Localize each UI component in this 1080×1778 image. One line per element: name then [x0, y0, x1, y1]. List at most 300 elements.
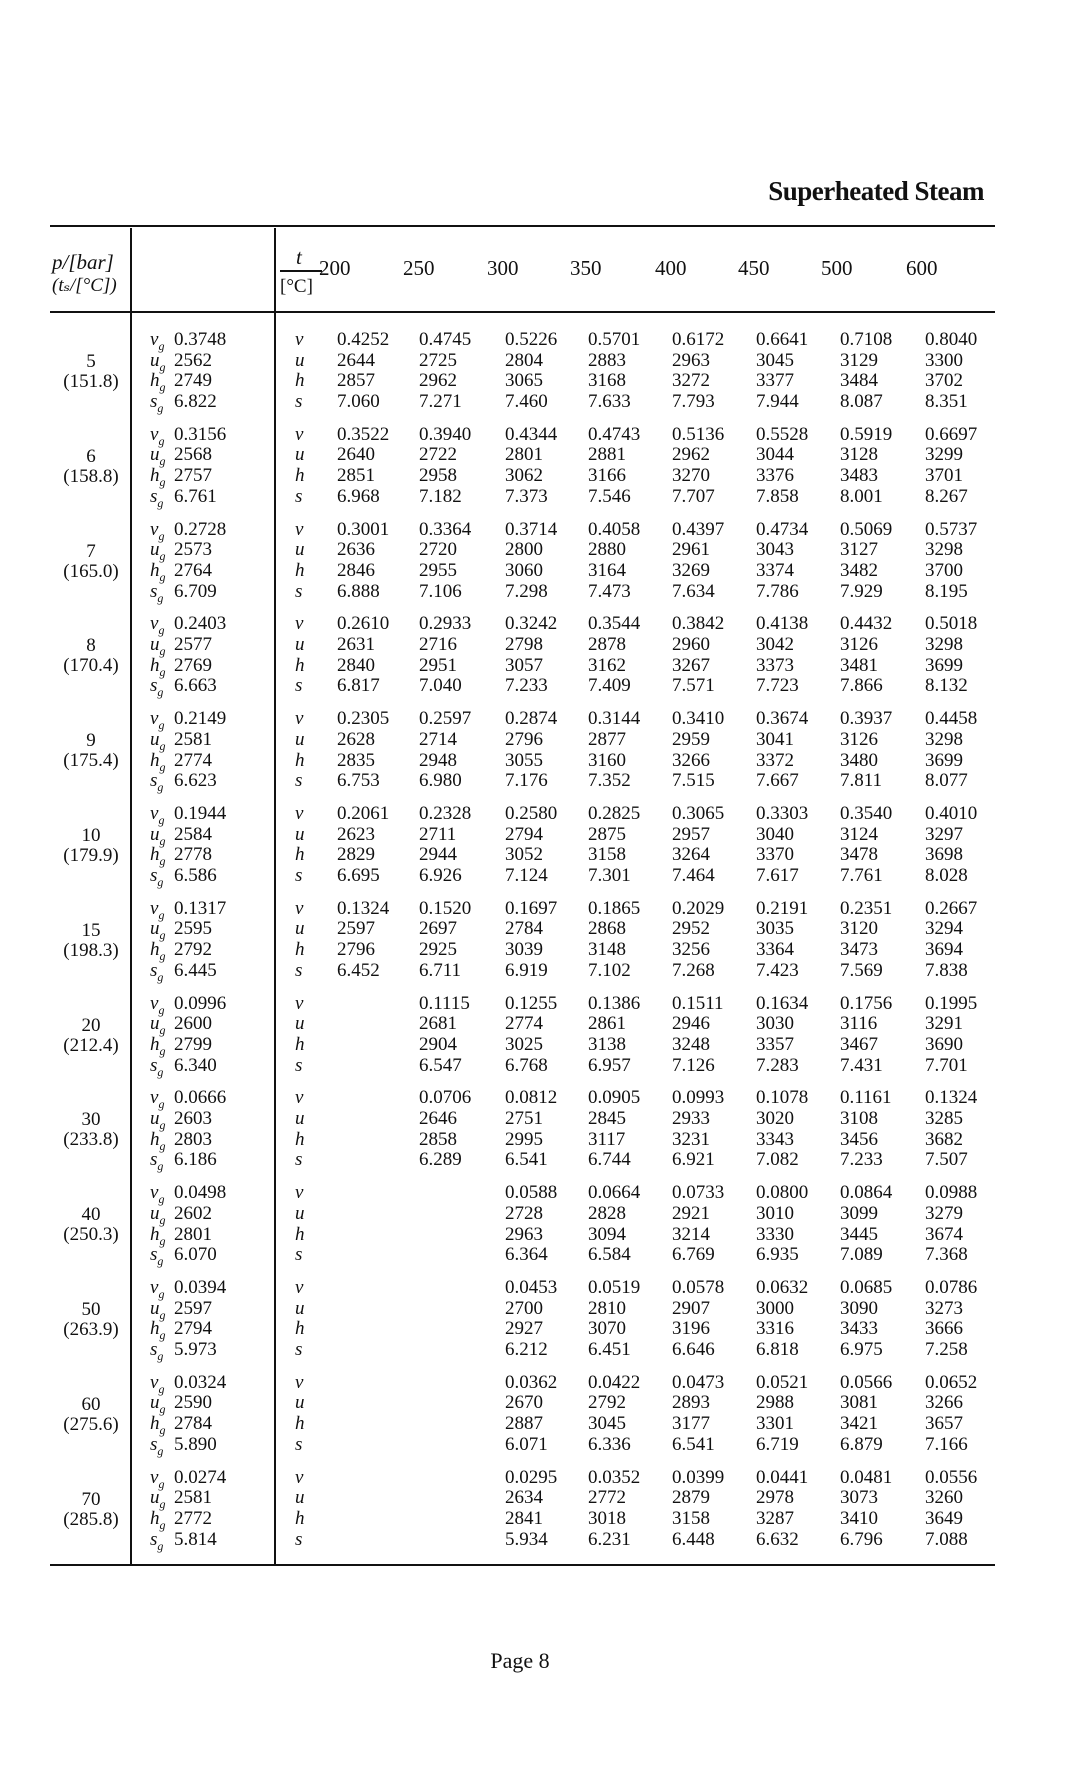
table-cell: 0.4734 [756, 518, 809, 540]
saturation-row [150, 1035, 226, 1056]
saturation-value: 6.709 [174, 580, 217, 602]
saturation-row [150, 961, 226, 982]
property-column [505, 425, 557, 508]
saturation-symbol: $v_g$ [150, 1277, 165, 1301]
temperature-symbol-header: t [296, 245, 302, 269]
temperature-header: 400 [655, 256, 687, 280]
table-cell: 6.632 [756, 1528, 799, 1550]
table-cell: 0.2667 [925, 897, 978, 919]
table-cell: 7.858 [756, 485, 799, 507]
table-cell: 0.1756 [840, 992, 893, 1014]
table-cell: 0.2580 [505, 803, 558, 824]
property-column [505, 1088, 557, 1171]
table-cell: 3690 [925, 1033, 963, 1055]
saturation-row [150, 635, 226, 656]
saturation-row [150, 1056, 226, 1077]
table-cell: 3094 [588, 1223, 626, 1245]
property-symbol: u [295, 1013, 305, 1035]
property-column [756, 899, 808, 982]
property-symbols [295, 1088, 305, 1171]
table-cell: 2716 [419, 634, 457, 656]
saturation-symbol: $u_g$ [150, 444, 166, 469]
property-column [840, 425, 892, 508]
property-symbol: h [295, 1223, 305, 1245]
table-cell: 0.2825 [588, 803, 641, 824]
saturation-row [150, 425, 226, 446]
table-cell: 0.0441 [756, 1466, 809, 1488]
table-cell: 7.617 [756, 865, 799, 887]
pressure-header: p/[bar] [52, 250, 114, 274]
saturation-row [150, 1509, 226, 1530]
saturation-symbol: $h_g$ [150, 1223, 166, 1248]
table-cell: 0.1865 [588, 897, 641, 919]
table-cell: 3160 [588, 749, 626, 771]
saturation-row [150, 675, 226, 700]
table-cell: 2722 [419, 444, 457, 466]
table-cell: 2951 [419, 654, 457, 676]
saturation-row [150, 1392, 226, 1417]
saturation-value: 6.623 [174, 770, 217, 792]
saturation-row [150, 1299, 226, 1320]
property-column [756, 1183, 808, 1266]
property-symbol: u [295, 1487, 305, 1509]
table-cell: 3128 [840, 444, 878, 466]
saturation-symbol: $s_g$ [150, 865, 164, 889]
property-column [756, 994, 808, 1077]
table-cell: 2597 [337, 918, 375, 940]
table-cell: 0.6697 [925, 423, 978, 445]
saturation-temperature: (263.9) [63, 1319, 119, 1340]
table-cell: 3343 [756, 1128, 794, 1150]
property-symbols [295, 1468, 305, 1551]
table-cell: 0.4138 [756, 613, 809, 635]
table-cell: 3316 [756, 1318, 794, 1340]
table-cell: 0.1255 [505, 992, 558, 1014]
property-column [337, 709, 389, 792]
table-cell: 3364 [756, 939, 794, 961]
saturation-value: 0.1944 [174, 803, 227, 824]
table-cell: 0.4743 [588, 423, 641, 445]
saturation-symbol: $u_g$ [150, 1013, 166, 1038]
table-cell: 2646 [419, 1108, 457, 1130]
table-cell: 3266 [925, 1392, 963, 1414]
table-cell: 3042 [756, 634, 794, 656]
saturation-temperature: (250.3) [63, 1224, 119, 1246]
table-cell: 3682 [925, 1128, 963, 1150]
property-symbol: h [295, 844, 305, 866]
table-cell: 0.0733 [672, 1182, 725, 1204]
table-cell: 3126 [840, 634, 878, 656]
saturation-value: 6.663 [174, 675, 217, 697]
pressure-value: 10 [81, 825, 101, 846]
table-cell: 3231 [672, 1128, 710, 1150]
saturation-properties [150, 1278, 226, 1361]
pressure-label [50, 447, 132, 487]
table-cell: 2846 [337, 559, 375, 581]
table-cell: 6.541 [672, 1433, 715, 1455]
table-cell: 6.768 [505, 1054, 548, 1076]
property-symbol: h [295, 1128, 305, 1150]
table-cell: 0.0905 [588, 1087, 641, 1109]
table-cell: 2958 [419, 465, 457, 487]
saturation-symbol: $v_g$ [150, 803, 165, 827]
table-cell: 2670 [505, 1392, 543, 1414]
saturation-properties [150, 330, 226, 413]
table-cell: 7.283 [756, 1054, 799, 1076]
saturation-symbol: $s_g$ [150, 485, 164, 510]
property-column [756, 804, 808, 887]
property-column [925, 1088, 977, 1171]
saturation-row [150, 770, 226, 795]
table-cell: 3298 [925, 728, 963, 750]
table-cell: 7.258 [925, 1339, 968, 1361]
saturation-symbol: $h_g$ [150, 559, 166, 584]
property-column [756, 614, 808, 697]
saturation-value: 2769 [174, 654, 212, 676]
table-cell: 2835 [337, 749, 375, 771]
saturation-row [150, 1204, 226, 1225]
saturation-value: 2573 [174, 539, 212, 561]
property-symbol: s [295, 1054, 303, 1076]
table-cell: 6.957 [588, 1054, 631, 1076]
table-cell: 3166 [588, 465, 626, 487]
saturation-value: 2757 [174, 465, 212, 487]
table-cell: 6.818 [756, 1339, 799, 1361]
table-cell: 3041 [756, 728, 794, 750]
table-cell: 8.087 [840, 391, 883, 413]
table-cell: 2798 [505, 634, 543, 656]
pressure-label [50, 1300, 132, 1340]
pressure-value: 50 [81, 1299, 101, 1320]
property-symbol: u [295, 539, 305, 561]
table-cell: 2841 [505, 1507, 543, 1529]
saturation-row [150, 1225, 226, 1246]
saturation-column-divider [274, 228, 276, 1564]
saturation-row [150, 392, 226, 413]
property-symbol: v [295, 423, 304, 445]
table-cell: 3698 [925, 844, 963, 866]
property-column [756, 1373, 808, 1456]
saturation-properties [150, 520, 226, 603]
property-column [840, 1468, 892, 1551]
table-cell: 0.3674 [756, 708, 809, 730]
saturation-value: 0.0666 [174, 1087, 227, 1109]
table-cell: 3287 [756, 1507, 794, 1529]
property-column [337, 804, 389, 887]
table-cell: 2946 [672, 1013, 710, 1035]
property-symbol: u [295, 349, 305, 371]
property-column [672, 425, 724, 508]
table-cell: 3260 [925, 1487, 963, 1509]
table-cell: 3294 [925, 918, 963, 940]
table-bottom-rule [50, 1564, 995, 1566]
table-cell: 6.541 [505, 1149, 548, 1171]
saturation-value: 2581 [174, 1487, 212, 1509]
property-symbol: v [295, 1371, 304, 1393]
temperature-unit-divider [280, 270, 322, 272]
saturation-row [150, 370, 226, 395]
saturation-row [150, 561, 226, 582]
saturation-properties [150, 899, 226, 982]
table-cell: 0.0632 [756, 1277, 809, 1298]
saturation-symbol: $h_g$ [150, 1413, 166, 1437]
saturation-symbol: $h_g$ [150, 749, 166, 774]
saturation-value: 2803 [174, 1128, 212, 1150]
table-cell: 2868 [588, 918, 626, 940]
property-column [419, 709, 471, 792]
property-column [419, 425, 471, 508]
table-cell: 0.2061 [337, 803, 390, 824]
table-cell: 0.3940 [419, 423, 472, 445]
table-cell: 2796 [337, 939, 375, 961]
temperature-header: 250 [403, 256, 435, 280]
property-symbols [295, 1373, 305, 1456]
property-column [588, 899, 640, 982]
saturation-symbol: $s_g$ [150, 675, 164, 700]
table-cell: 3267 [672, 654, 710, 676]
table-cell: 3700 [925, 559, 963, 581]
table-cell: 0.3001 [337, 518, 390, 540]
property-symbol: s [295, 580, 303, 602]
property-column [925, 330, 977, 413]
table-cell: 0.0362 [505, 1371, 558, 1393]
saturation-row [150, 730, 226, 751]
table-cell: 6.879 [840, 1433, 883, 1455]
property-symbol: h [295, 370, 305, 392]
table-cell: 7.268 [672, 959, 715, 981]
table-cell: 2907 [672, 1297, 710, 1319]
table-cell: 3065 [505, 370, 543, 392]
table-cell: 2784 [505, 918, 543, 940]
property-column [588, 520, 640, 603]
table-cell: 3473 [840, 939, 878, 961]
table-cell: 2893 [672, 1392, 710, 1414]
saturation-symbol: $v_g$ [150, 329, 165, 353]
table-cell: 0.0988 [925, 1182, 978, 1204]
pressure-label [50, 826, 132, 866]
table-cell: 3099 [840, 1202, 878, 1224]
property-column [419, 1088, 471, 1171]
table-cell: 3279 [925, 1202, 963, 1224]
table-cell: 0.2597 [419, 708, 472, 730]
table-cell: 6.980 [419, 770, 462, 792]
table-cell: 3694 [925, 939, 963, 961]
table-cell: 0.1161 [840, 1087, 892, 1109]
property-column [756, 1088, 808, 1171]
property-symbols [295, 994, 305, 1077]
saturation-row [150, 866, 226, 887]
table-cell: 0.4397 [672, 518, 725, 540]
saturation-row [150, 1487, 226, 1512]
table-cell: 2681 [419, 1013, 457, 1035]
pressure-label [50, 636, 132, 676]
table-cell: 3701 [925, 465, 963, 487]
table-cell: 0.0481 [840, 1466, 893, 1488]
table-cell: 0.0422 [588, 1371, 641, 1393]
table-cell: 7.515 [672, 770, 715, 792]
saturation-symbol: $u_g$ [150, 1108, 166, 1132]
table-cell: 6.547 [419, 1054, 462, 1076]
table-cell: 2751 [505, 1108, 543, 1130]
table-cell: 0.4344 [505, 423, 558, 445]
table-cell: 0.0652 [925, 1371, 978, 1393]
table-cell: 0.0664 [588, 1182, 641, 1204]
property-column [672, 899, 724, 982]
table-cell: 7.793 [672, 391, 715, 413]
saturation-value: 0.3748 [174, 329, 227, 350]
table-cell: 0.1995 [925, 992, 978, 1014]
table-cell: 2640 [337, 444, 375, 466]
saturation-symbol: $v_g$ [150, 423, 165, 448]
table-cell: 8.001 [840, 485, 883, 507]
property-column [840, 804, 892, 887]
table-cell: 6.695 [337, 865, 380, 887]
table-cell: 0.2029 [672, 897, 725, 919]
property-column [337, 520, 389, 603]
table-cell: 3158 [672, 1507, 710, 1529]
table-cell: 2921 [672, 1202, 710, 1224]
table-cell: 0.5701 [588, 329, 641, 350]
table-cell: 2944 [419, 844, 457, 866]
property-column [756, 520, 808, 603]
table-cell: 2955 [419, 559, 457, 581]
table-cell: 7.944 [756, 391, 799, 413]
table-cell: 8.195 [925, 580, 968, 602]
table-cell: 3270 [672, 465, 710, 487]
table-cell: 3116 [840, 1013, 878, 1035]
table-cell: 3273 [925, 1297, 963, 1319]
saturation-symbol: $h_g$ [150, 370, 166, 395]
table-cell: 7.233 [505, 675, 548, 697]
table-cell: 2720 [419, 539, 457, 561]
table-cell: 6.451 [588, 1339, 631, 1361]
property-symbols [295, 899, 305, 982]
table-cell: 0.2191 [756, 897, 809, 919]
table-cell: 3070 [588, 1318, 626, 1340]
property-column [840, 709, 892, 792]
table-cell: 0.0786 [925, 1277, 978, 1298]
table-cell: 2861 [588, 1013, 626, 1035]
table-cell: 6.888 [337, 580, 380, 602]
pressure-label [50, 1016, 132, 1056]
table-cell: 7.040 [419, 675, 462, 697]
table-cell: 3480 [840, 749, 878, 771]
saturation-row [150, 1468, 226, 1489]
saturation-properties [150, 804, 226, 887]
table-cell: 0.0993 [672, 1087, 725, 1109]
table-cell: 6.448 [672, 1528, 715, 1550]
property-column [419, 520, 471, 603]
saturation-row [150, 1340, 226, 1361]
table-cell: 2952 [672, 918, 710, 940]
property-column [925, 1278, 977, 1361]
table-cell: 6.926 [419, 865, 462, 887]
property-column [840, 1088, 892, 1171]
table-cell: 3256 [672, 939, 710, 961]
table-cell: 3117 [588, 1128, 626, 1150]
table-cell: 2988 [756, 1392, 794, 1414]
property-symbol: u [295, 1392, 305, 1414]
saturation-symbol: $s_g$ [150, 1528, 164, 1553]
table-cell: 0.5069 [840, 518, 893, 540]
table-cell: 2881 [588, 444, 626, 466]
table-cell: 0.1634 [756, 992, 809, 1014]
property-symbol: h [295, 654, 305, 676]
table-cell: 3264 [672, 844, 710, 866]
property-column [419, 899, 471, 982]
table-cell: 2772 [588, 1487, 626, 1509]
pressure-value: 5 [86, 351, 96, 372]
pressure-value: 70 [81, 1488, 101, 1510]
saturation-properties [150, 1468, 226, 1551]
table-cell: 3018 [588, 1507, 626, 1529]
table-cell: 6.584 [588, 1244, 631, 1266]
saturation-value: 2772 [174, 1507, 212, 1529]
table-cell: 6.769 [672, 1244, 715, 1266]
saturation-row [150, 1278, 226, 1299]
property-column [925, 425, 977, 508]
saturation-row [150, 520, 226, 541]
saturation-row [150, 1013, 226, 1038]
property-symbol: h [295, 939, 305, 961]
saturation-properties [150, 613, 227, 700]
table-cell: 0.0588 [505, 1182, 558, 1204]
table-cell: 2875 [588, 823, 626, 845]
property-column [588, 1373, 640, 1456]
saturation-symbol: $h_g$ [150, 1318, 166, 1343]
saturation-value: 5.890 [174, 1433, 217, 1455]
table-cell: 2880 [588, 539, 626, 561]
table-cell: 2878 [588, 634, 626, 656]
table-cell: 2957 [672, 823, 710, 845]
property-symbol: v [295, 1087, 304, 1109]
property-column [588, 1278, 640, 1361]
saturation-value: 2801 [174, 1223, 212, 1245]
table-cell: 7.723 [756, 675, 799, 697]
table-cell: 7.102 [588, 959, 631, 981]
table-cell: 7.409 [588, 675, 631, 697]
table-cell: 8.077 [925, 770, 968, 792]
property-column [505, 614, 557, 697]
pressure-label [50, 542, 132, 582]
table-cell: 3370 [756, 844, 794, 866]
table-cell: 0.1386 [588, 992, 641, 1014]
table-cell: 7.634 [672, 580, 715, 602]
saturation-row [150, 444, 226, 469]
table-cell: 0.2610 [337, 613, 390, 635]
saturation-symbol: $s_g$ [150, 1054, 164, 1079]
saturation-row [150, 1244, 226, 1269]
saturation-value: 2568 [174, 444, 212, 466]
property-column [672, 520, 724, 603]
saturation-row [150, 1087, 227, 1112]
property-column [756, 1278, 808, 1361]
temperature-header: 450 [738, 256, 770, 280]
property-column [840, 330, 892, 413]
table-cell: 0.1115 [419, 992, 470, 1014]
saturation-row [150, 1435, 226, 1456]
table-cell: 3129 [840, 349, 878, 371]
table-cell: 3269 [672, 559, 710, 581]
saturation-properties [150, 994, 226, 1077]
saturation-symbol: $v_g$ [150, 708, 165, 732]
table-cell: 3421 [840, 1413, 878, 1435]
table-cell: 3456 [840, 1128, 878, 1150]
table-cell: 3291 [925, 1013, 963, 1035]
property-column [840, 1183, 892, 1266]
property-symbols [295, 1183, 305, 1266]
table-cell: 7.124 [505, 865, 548, 887]
